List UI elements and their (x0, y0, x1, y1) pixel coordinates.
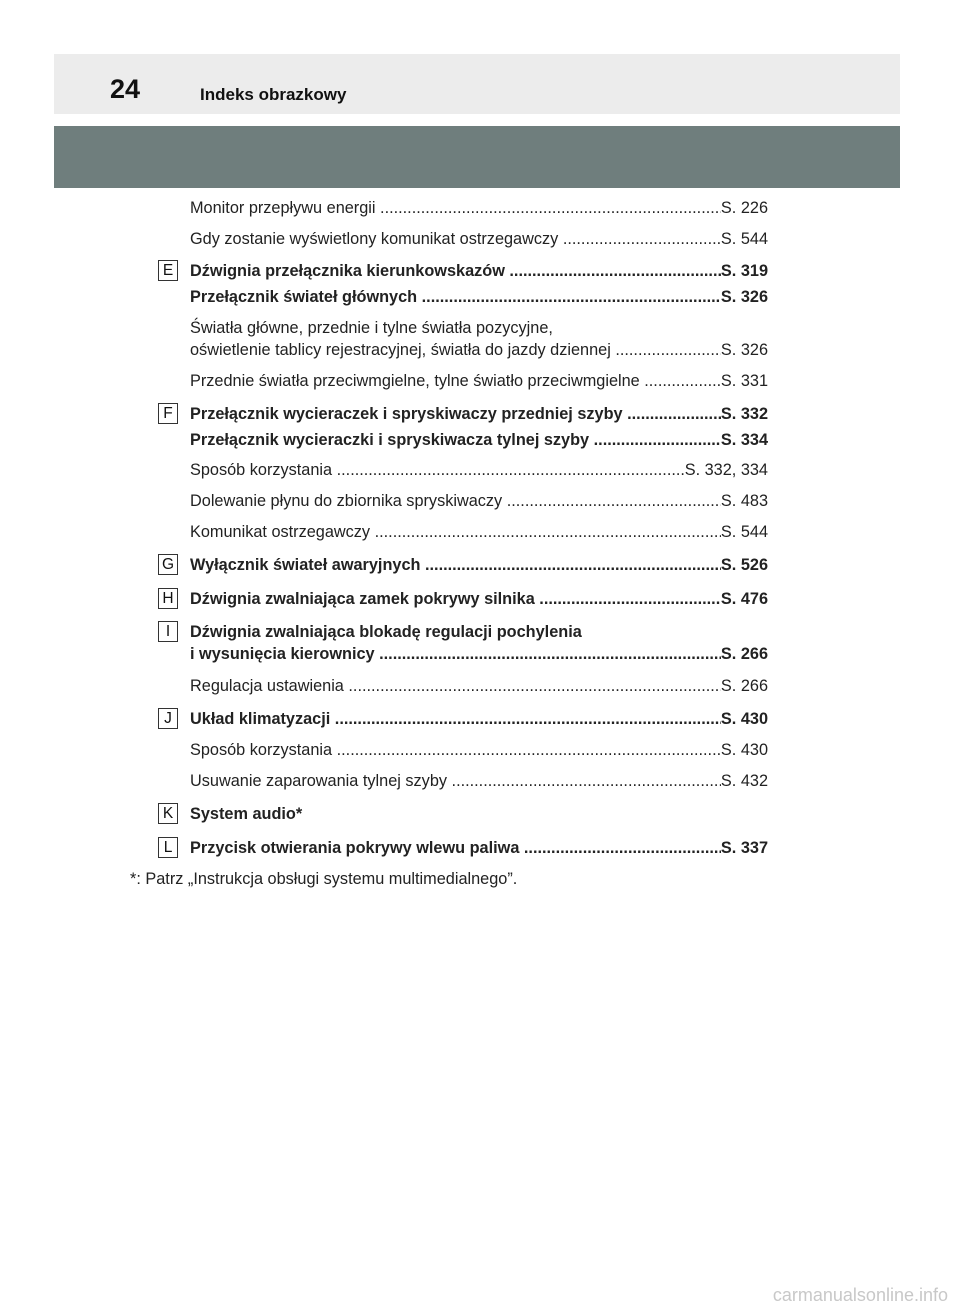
entry-page: S. 332 (720, 405, 768, 423)
entry-page: S. 331 (720, 372, 768, 390)
entry-page: S. 430 (720, 710, 768, 728)
entry-text-line1: Dźwignia zwalniająca blokadę regulacji pochylenia (190, 623, 582, 641)
index-entry (190, 837, 768, 859)
entry-page: S. 476 (720, 590, 768, 608)
index-entry (190, 521, 768, 543)
entry-text: Sposób korzystania ..... (190, 739, 721, 761)
entry-text: i wysunięcia kierownicy ..... (190, 643, 721, 665)
index-entry (190, 260, 768, 282)
section-badge-e: E (158, 260, 178, 281)
index-entry (190, 317, 768, 361)
entry-text: Komunikat ostrzegawczy ..... (190, 521, 721, 543)
watermark: carmanualsonline.info (772, 1285, 948, 1305)
entry-text: Przełącznik wycieraczek i spryskiwaczy przedniej szyby ..... (190, 403, 721, 425)
entry-page: S. 544 (720, 523, 768, 541)
entry-page: S. 544 (720, 230, 768, 248)
entry-page: S. 430 (720, 741, 768, 759)
page-number: 24 (110, 74, 141, 104)
index-entry (190, 459, 768, 481)
entry-page: S. 326 (720, 288, 768, 306)
index-entry (190, 621, 768, 665)
section-badge-j: J (158, 708, 178, 729)
entry-page: S. 337 (720, 839, 768, 857)
entry-text: Układ klimatyzacji ..... (190, 708, 721, 730)
entry-text: Usuwanie zaparowania tylnej szyby ..... (190, 770, 721, 792)
index-entry (190, 197, 768, 219)
entry-text: Przełącznik świateł głównych ..... (190, 286, 721, 308)
entry-text: Dźwignia przełącznika kierunkowskazów ..... (190, 260, 721, 282)
index-entry (190, 228, 768, 250)
entry-text: System audio* (190, 805, 303, 823)
entry-text: Przednie światła przeciwmgielne, tylne światło przeciwmgielne ..... (190, 370, 721, 392)
entry-page: S. 266 (720, 677, 768, 695)
entry-page: S. 526 (720, 556, 768, 574)
entry-page: S. 326 (720, 341, 768, 359)
index-entry (190, 803, 768, 825)
index-entry (190, 675, 768, 697)
index-entry (190, 490, 768, 512)
page-header-bar (54, 54, 900, 114)
section-badge-i: I (158, 621, 178, 642)
entry-text: Gdy zostanie wyświetlony komunikat ostrzegawczy ..... (190, 228, 721, 250)
page-title: Indeks obrazkowy (200, 85, 347, 104)
index-entry (190, 554, 768, 576)
entry-page: S. 226 (720, 199, 768, 217)
section-band (54, 126, 900, 188)
index-entry (190, 739, 768, 761)
entry-text: oświetlenie tablicy rejestracyjnej, światła do jazdy dziennej ..... (190, 339, 721, 361)
section-badge-l: L (158, 837, 178, 858)
entry-text: Sposób korzystania ..... (190, 459, 685, 481)
index-entry (190, 588, 768, 610)
entry-text: Regulacja ustawienia ..... (190, 675, 721, 697)
entry-text-line1: Światła główne, przednie i tylne światła pozycyjne, (190, 319, 553, 337)
index-entry (190, 370, 768, 392)
entry-page: S. 319 (720, 262, 768, 280)
section-badge-g: G (158, 554, 178, 575)
footnote: *: Patrz „Instrukcja obsługi systemu multimedialnego”. (130, 870, 518, 888)
index-entry (190, 708, 768, 730)
index-entry (190, 429, 768, 451)
entry-text: Monitor przepływu energii ..... (190, 197, 721, 219)
entry-page: S. 334 (720, 431, 768, 449)
entry-text: Przełącznik wycieraczki i spryskiwacza tylnej szyby ..... (190, 429, 721, 451)
entry-page: S. 332, 334 (684, 461, 768, 479)
section-badge-f: F (158, 403, 178, 424)
index-entry (190, 770, 768, 792)
entry-page: S. 266 (720, 645, 768, 663)
section-badge-k: K (158, 803, 178, 824)
index-entry (190, 286, 768, 308)
index-entry (190, 403, 768, 425)
section-badge-h: H (158, 588, 178, 609)
entry-text: Dolewanie płynu do zbiornika spryskiwaczy ..... (190, 490, 721, 512)
entry-text: Dźwignia zwalniająca zamek pokrywy silnika ..... (190, 588, 721, 610)
entry-page: S. 483 (720, 492, 768, 510)
entry-text: Przycisk otwierania pokrywy wlewu paliwa ..... (190, 837, 721, 859)
entry-page: S. 432 (720, 772, 768, 790)
entry-text: Wyłącznik świateł awaryjnych ..... (190, 554, 721, 576)
